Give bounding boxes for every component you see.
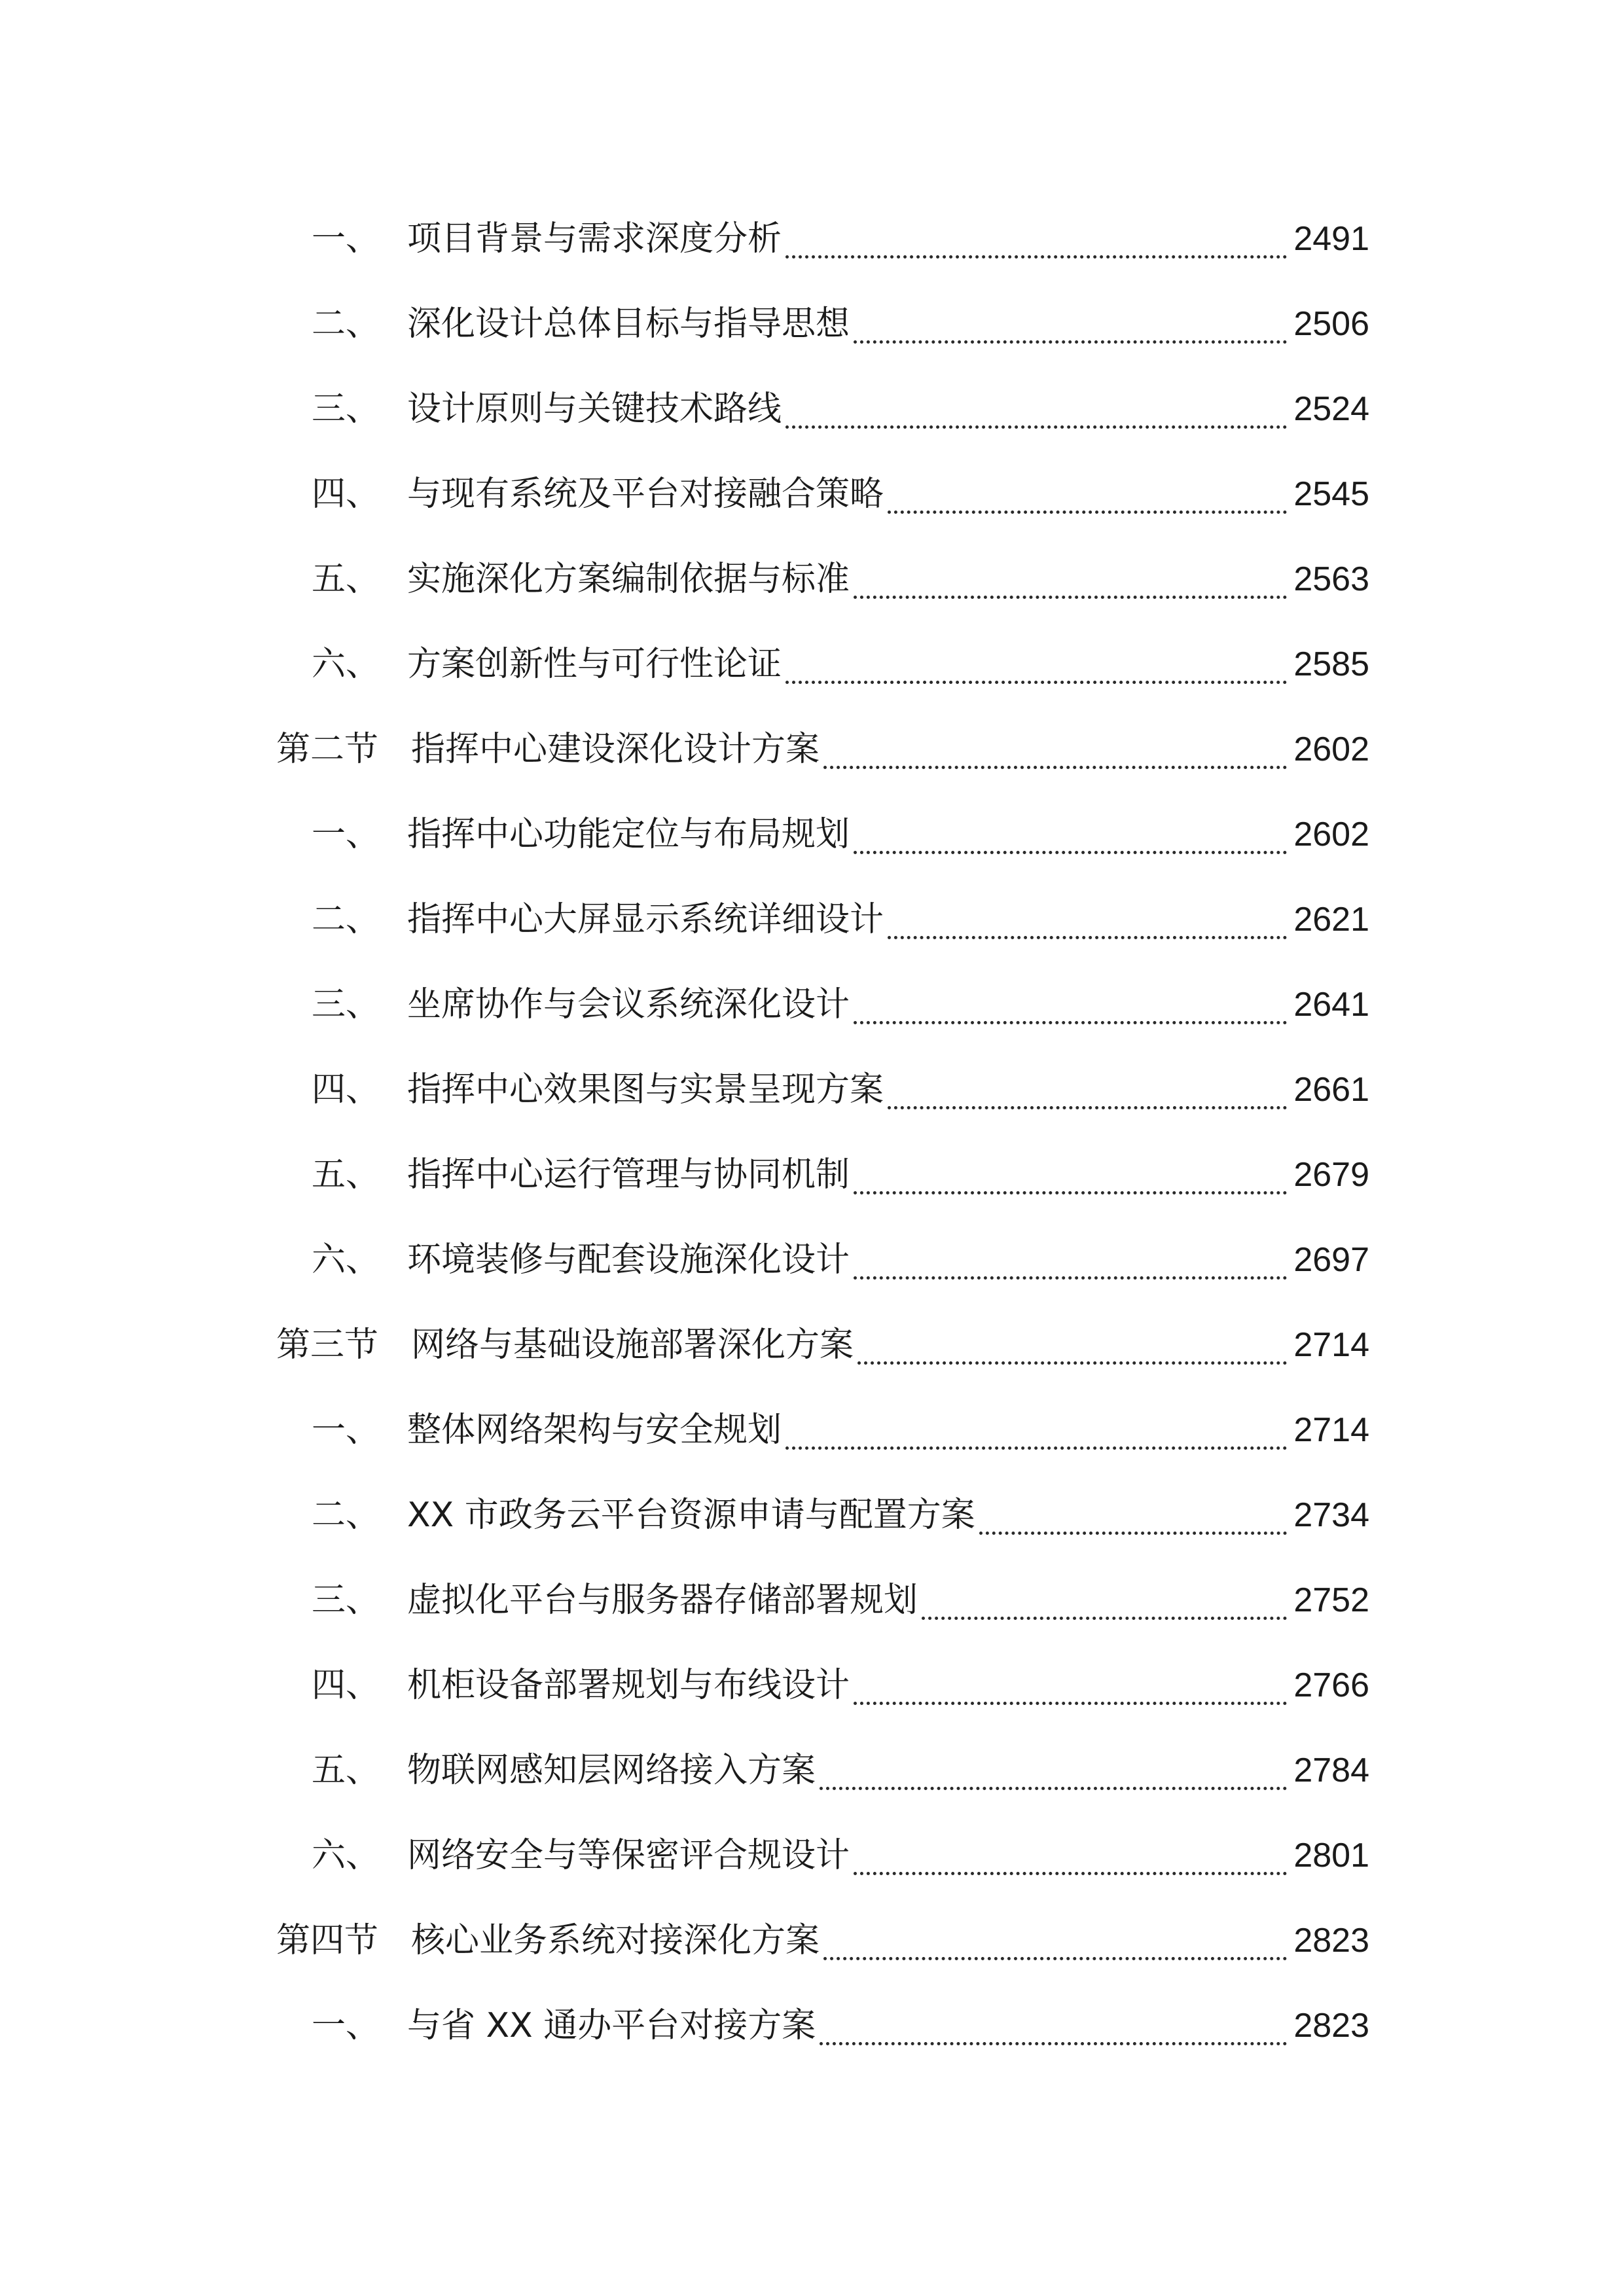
toc-section-number: 第四节 — [276, 1921, 379, 1960]
toc-entry[interactable] — [312, 1482, 1369, 1548]
toc-entry-title: 坐席协作与会议系统深化设计 — [407, 985, 850, 1024]
toc-section-page: 2602 — [1293, 730, 1369, 768]
toc-entry[interactable] — [312, 1057, 1369, 1122]
toc-entry[interactable] — [312, 206, 1369, 272]
toc-entry[interactable] — [312, 376, 1369, 442]
toc-section-title: 网络与基础设施部署深化方案 — [411, 1325, 854, 1365]
toc-entry-title: 指挥中心运行管理与协同机制 — [407, 1155, 850, 1194]
toc-section-page: 2823 — [1293, 1922, 1369, 1960]
toc-entry-page: 2752 — [1293, 1581, 1369, 1619]
toc-entry[interactable] — [312, 1568, 1369, 1633]
toc-entry-page: 2661 — [1293, 1071, 1369, 1109]
dot-leader — [888, 910, 1287, 939]
toc-section-title: 核心业务系统对接深化方案 — [411, 1921, 820, 1960]
dot-leader — [854, 569, 1287, 599]
toc-section-title: 指挥中心建设深化设计方案 — [411, 730, 820, 769]
toc-entry-title: 指挥中心功能定位与布局规划 — [407, 815, 850, 854]
toc-entry-title: 机柜设备部署规划与布线设计 — [407, 1666, 850, 1705]
toc-entry-page: 2766 — [1293, 1666, 1369, 1704]
dot-leader — [854, 1165, 1287, 1194]
toc-entry-number: 五、 — [312, 1751, 380, 1790]
toc-entry[interactable] — [312, 802, 1369, 867]
toc-section-page: 2714 — [1293, 1326, 1369, 1364]
dot-leader — [857, 1335, 1287, 1365]
dot-leader — [823, 1931, 1287, 1960]
toc-entry-page: 2563 — [1293, 560, 1369, 598]
dot-leader — [979, 1505, 1288, 1535]
dot-leader — [854, 1846, 1287, 1875]
toc-entry-page: 2823 — [1293, 2007, 1369, 2045]
toc-entry[interactable] — [312, 1227, 1369, 1293]
toc-entry-title: 项目背景与需求深度分析 — [407, 219, 782, 259]
toc-entry-title: 方案创新性与可行性论证 — [407, 645, 782, 684]
dot-leader — [854, 995, 1287, 1024]
toc-entry-title: 指挥中心大屏显示系统详细设计 — [407, 900, 884, 939]
dot-leader — [854, 1676, 1287, 1705]
toc-entry-title: 整体网络架构与安全规划 — [407, 1410, 782, 1450]
toc-entry-number: 一、 — [312, 815, 380, 854]
dot-leader — [888, 1080, 1287, 1109]
toc-entry-number: 一、 — [312, 1410, 380, 1450]
toc-entry-page: 2524 — [1293, 390, 1369, 428]
dot-leader — [888, 484, 1287, 514]
dot-leader — [922, 1590, 1287, 1620]
toc-entry[interactable] — [312, 1142, 1369, 1208]
toc-entry[interactable] — [312, 547, 1369, 612]
toc-entry-number: 四、 — [312, 1666, 380, 1705]
toc-entry-page: 2602 — [1293, 816, 1369, 853]
toc-entry[interactable] — [312, 972, 1369, 1037]
dot-leader — [785, 229, 1287, 259]
toc-entry-number: 六、 — [312, 1836, 380, 1875]
toc-entry[interactable] — [312, 632, 1369, 697]
dot-leader — [785, 1420, 1287, 1450]
toc-entry-number: 一、 — [312, 219, 380, 259]
toc-entry-title: 与省 XX 通办平台对接方案 — [407, 2006, 816, 2045]
toc-entry-title: 指挥中心效果图与实景呈现方案 — [407, 1070, 884, 1109]
toc-entry-page: 2697 — [1293, 1241, 1369, 1279]
toc-section-number: 第二节 — [276, 730, 379, 769]
toc-entry-title: 实施深化方案编制依据与标准 — [407, 560, 850, 599]
dot-leader — [854, 825, 1287, 854]
dot-leader — [820, 2016, 1287, 2045]
toc-entry-number: 三、 — [312, 1581, 380, 1620]
toc-entry-number: 三、 — [312, 985, 380, 1024]
dot-leader — [854, 1250, 1287, 1280]
toc-entry-number: 五、 — [312, 560, 380, 599]
toc-entry-number: 六、 — [312, 1240, 380, 1280]
toc-entry-number: 四、 — [312, 1070, 380, 1109]
toc-entry-title: XX 市政务云平台资源申请与配置方案 — [407, 1496, 975, 1535]
toc-entry-page: 2491 — [1293, 220, 1369, 258]
toc-entry-title: 深化设计总体目标与指导思想 — [407, 304, 850, 344]
toc-entry[interactable] — [312, 291, 1369, 357]
toc-entry-page: 2506 — [1293, 305, 1369, 343]
toc-entry-page: 2784 — [1293, 1751, 1369, 1789]
toc-entry-page: 2734 — [1293, 1496, 1369, 1534]
toc-entry-title: 设计原则与关键技术路线 — [407, 389, 782, 429]
toc-entry-page: 2545 — [1293, 475, 1369, 513]
dot-leader — [785, 399, 1287, 429]
toc-entry-number: 三、 — [312, 389, 380, 429]
toc-entry-page: 2679 — [1293, 1156, 1369, 1194]
toc-entry-page: 2801 — [1293, 1837, 1369, 1874]
dot-leader — [854, 314, 1287, 344]
toc-entry[interactable] — [312, 461, 1369, 527]
toc-section-entry[interactable] — [276, 1312, 1369, 1378]
toc-entry-page: 2585 — [1293, 645, 1369, 683]
toc-entry-number: 二、 — [312, 304, 380, 344]
toc-entry-page: 2641 — [1293, 986, 1369, 1024]
toc-entry[interactable] — [312, 1823, 1369, 1888]
toc-entry-title: 网络安全与等保密评合规设计 — [407, 1836, 850, 1875]
toc-entry-title: 环境装修与配套设施深化设计 — [407, 1240, 850, 1280]
toc-entry[interactable] — [312, 1738, 1369, 1803]
toc-entry-number: 二、 — [312, 1496, 380, 1535]
toc-entry-number: 二、 — [312, 900, 380, 939]
dot-leader — [823, 740, 1287, 769]
toc-entry-number: 五、 — [312, 1155, 380, 1194]
dot-leader — [820, 1761, 1287, 1790]
toc-entry-page: 2621 — [1293, 901, 1369, 939]
toc-entry-page: 2714 — [1293, 1411, 1369, 1449]
toc-entry-number: 四、 — [312, 475, 380, 514]
toc-entry-title: 虚拟化平台与服务器存储部署规划 — [407, 1581, 918, 1620]
toc-entry[interactable] — [312, 1993, 1369, 2058]
toc-entry-number: 一、 — [312, 2006, 380, 2045]
toc-entry-title: 与现有系统及平台对接融合策略 — [407, 475, 884, 514]
toc-entry[interactable] — [312, 1397, 1369, 1463]
toc-entry[interactable] — [312, 1653, 1369, 1718]
toc-entry-number: 六、 — [312, 645, 380, 684]
toc-entry-title: 物联网感知层网络接入方案 — [407, 1751, 816, 1790]
toc-entry[interactable] — [312, 887, 1369, 952]
dot-leader — [785, 655, 1287, 684]
toc-section-entry[interactable] — [276, 717, 1369, 782]
toc-section-entry[interactable] — [276, 1908, 1369, 1973]
toc-section-number: 第三节 — [276, 1325, 379, 1365]
